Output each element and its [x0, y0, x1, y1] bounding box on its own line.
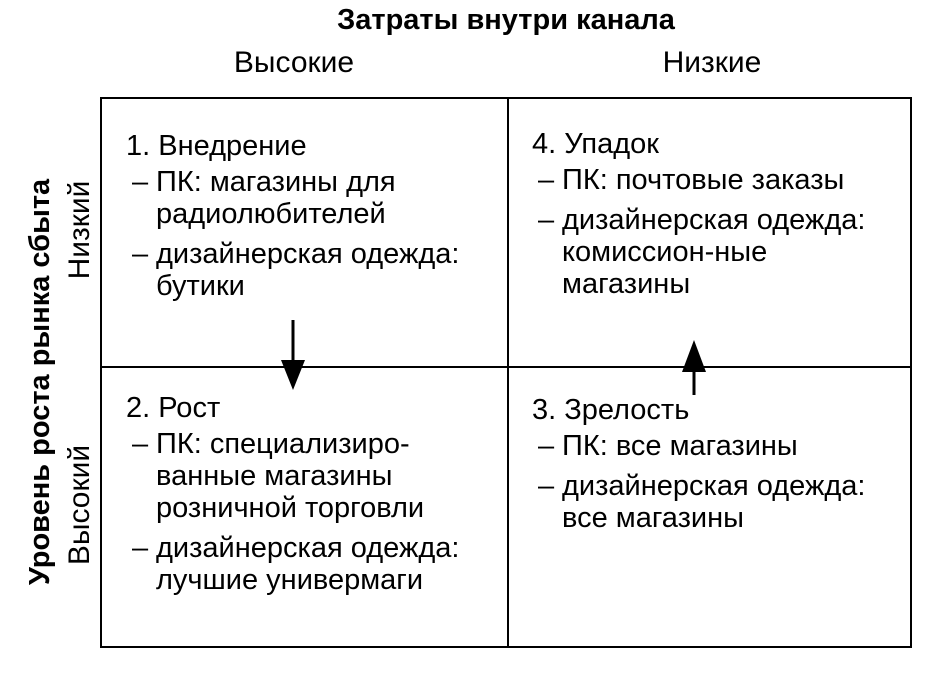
list-item: [126, 532, 501, 596]
item-list-growth: [126, 428, 501, 596]
column-header-low: Низкие: [662, 46, 762, 79]
list-item: [126, 166, 486, 230]
stage-title-growth: 2. Рост: [126, 392, 221, 424]
item-list-decline: [532, 164, 902, 300]
cell-introduction: [126, 130, 486, 310]
stage-title-introduction: 1. Внедрение: [126, 130, 307, 162]
list-item: [532, 164, 902, 196]
item-text: дизайнерская одежда: бутики: [156, 238, 460, 302]
dash-bullet: –: [132, 166, 149, 198]
cell-growth: [126, 392, 501, 604]
item-text: ПК: магазины для радиолюбителей: [156, 166, 396, 230]
dash-bullet: –: [132, 532, 149, 564]
item-text: ПК: специализиро-ванные магазины розничной торговли: [156, 428, 425, 524]
row-header-high: Высокий: [63, 444, 96, 566]
side-axis-title: Уровень роста рынка сбыта: [24, 178, 56, 586]
list-item: [532, 204, 902, 300]
item-list-introduction: [126, 166, 486, 302]
grid-horizontal-divider: [100, 366, 912, 368]
list-item: [532, 430, 892, 462]
stage-title-decline: 4. Упадок: [532, 128, 659, 160]
item-list-maturity: [532, 430, 892, 534]
dash-bullet: –: [538, 204, 555, 236]
item-text: ПК: почтовые заказы: [562, 164, 845, 196]
stage-title-maturity: 3. Зрелость: [532, 394, 690, 426]
grid-vertical-divider: [507, 97, 509, 648]
item-text: ПК: все магазины: [562, 430, 798, 462]
row-header-low: Низкий: [63, 180, 96, 280]
dash-bullet: –: [538, 430, 555, 462]
cell-decline: [532, 128, 902, 308]
cell-maturity: [532, 394, 892, 542]
column-header-high: Высокие: [233, 46, 355, 79]
dash-bullet: –: [538, 470, 555, 502]
item-text: дизайнерская одежда: все магазины: [562, 470, 866, 534]
item-text: дизайнерская одежда: комиссион-ные магазины: [562, 204, 866, 300]
item-text: дизайнерская одежда: лучшие универмаги: [156, 532, 460, 596]
list-item: [126, 238, 486, 302]
dash-bullet: –: [538, 164, 555, 196]
list-item: [532, 470, 892, 534]
dash-bullet: –: [132, 238, 149, 270]
matrix-title: Затраты внутри канала: [337, 4, 675, 36]
dash-bullet: –: [132, 428, 149, 460]
list-item: [126, 428, 501, 524]
